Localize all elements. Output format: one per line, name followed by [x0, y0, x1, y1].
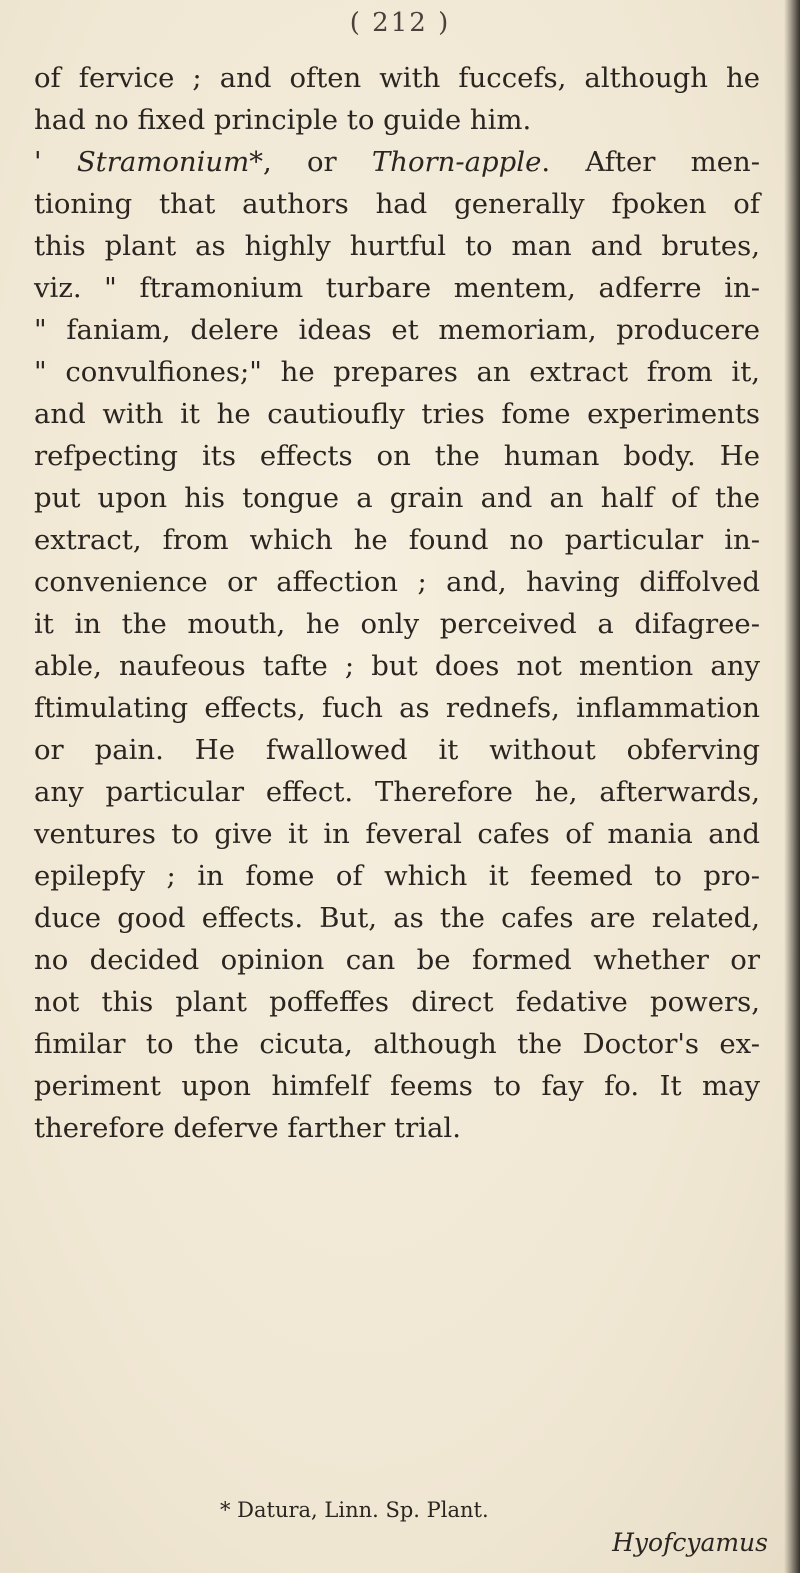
footnote: * Datura, Linn. Sp. Plant.	[220, 1498, 489, 1522]
text-line: or pain. He fwallowed it without obferving	[34, 734, 760, 766]
body-text	[34, 57, 760, 1149]
text-line: " convulfiones;" he prepares an extract from it,	[34, 356, 760, 388]
text-line: duce good effects. But, as the cafes are related,	[34, 902, 760, 934]
text-line: therefore deferve farther trial.	[34, 1112, 461, 1144]
text-line: of fervice ; and often with fuccefs, although he	[34, 62, 760, 94]
text-line: extract, from which he found no particular in-	[34, 524, 760, 556]
text-line: no decided opinion can be formed whether or	[34, 944, 760, 976]
text-line: it in the mouth, he only perceived a difagree-	[34, 608, 760, 640]
text-line: not this plant poffeffes direct fedative powers,	[34, 986, 760, 1018]
text-line: put upon his tongue a grain and an half of the	[34, 482, 760, 514]
text-line: ventures to give it in feveral cafes of mania and	[34, 818, 760, 850]
text-line: epilepfy ; in fome of which it feemed to pro-	[34, 860, 760, 892]
text-line: convenience or affection ; and, having diffolved	[34, 566, 760, 598]
text-line: and with it he cautioufly tries fome experiments	[34, 398, 760, 430]
catchword: Hyofcyamus	[612, 1528, 768, 1557]
text-line: periment upon himfelf feems to fay fo. It may	[34, 1070, 760, 1102]
text-line: able, naufeous tafte ; but does not mention any	[34, 650, 760, 682]
text-line: fimilar to the cicuta, although the Doctor's ex-	[34, 1028, 760, 1060]
text-line: viz. " ftramonium turbare mentem, adferre in-	[34, 272, 760, 304]
page-edge-shadow	[784, 0, 800, 1573]
text-line: ' Stramonium*, or Thorn-apple. After men-	[34, 146, 760, 178]
text-line: ftimulating effects, fuch as rednefs, inflammation	[34, 692, 760, 724]
text-line: had no fixed principle to guide him.	[34, 104, 532, 136]
page-number: ( 212 )	[349, 8, 451, 38]
text-line: this plant as highly hurtful to man and brutes,	[34, 230, 760, 262]
text-line: tioning that authors had generally fpoken of	[34, 188, 760, 220]
text-line: any particular effect. Therefore he, afterwards,	[34, 776, 760, 808]
text-line: refpecting its effects on the human body. He	[34, 440, 760, 472]
text-line: " faniam, delere ideas et memoriam, producere	[34, 314, 760, 346]
